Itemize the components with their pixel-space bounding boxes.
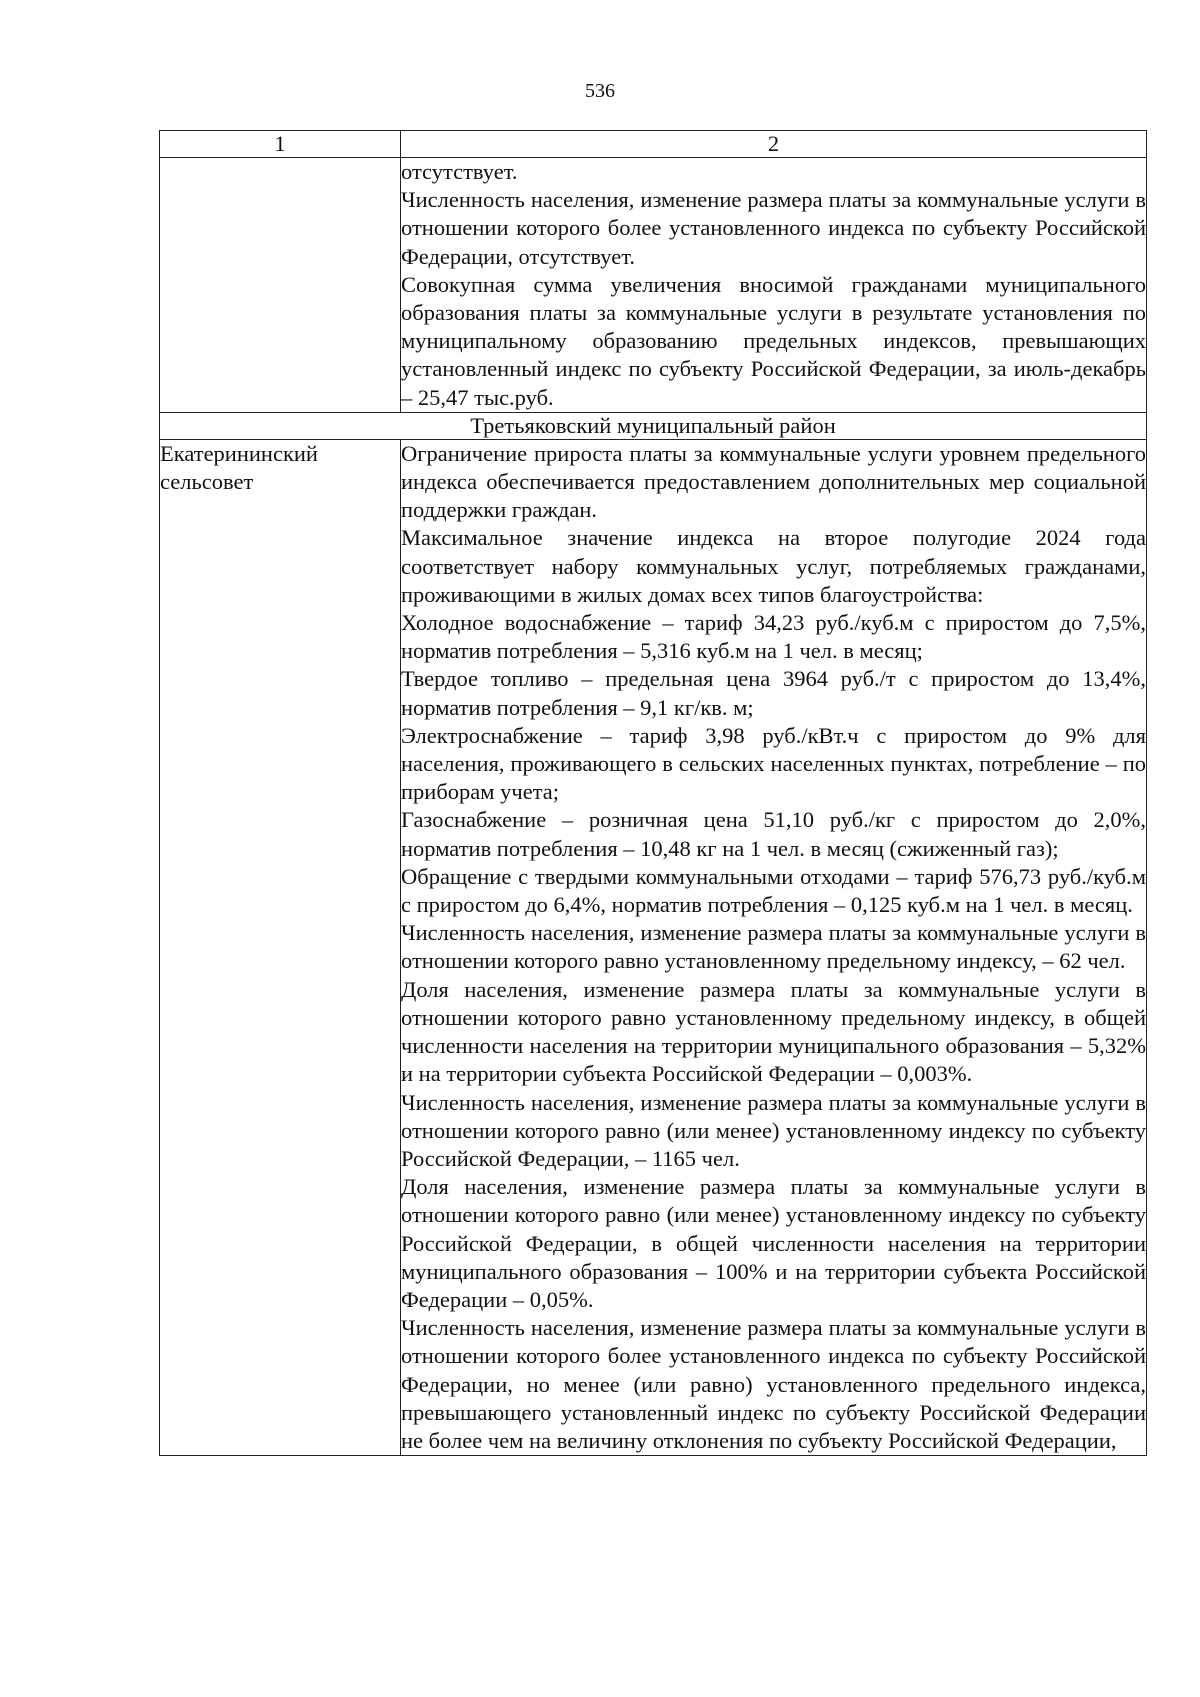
paragraph: Численность населения, изменение размера платы за коммунальные услуги в отношении которого более установленного индекса по субъекту Российской Федерации, отсутствует. [401,187,1146,269]
paragraph: Электроснабжение – тариф 3,98 руб./кВт.ч с приростом до 9% для населения, проживающего в сельских населенных пунктах, потребление – по приборам учета; [401,722,1146,805]
paragraph: Максимальное значение индекса на второе полугодие 2024 года соответствует набору коммунальных услуг, потребляемых гражданами, проживающими в жилых домах всех типов благоустройства: [401,525,1146,607]
column-header-2: 2 [401,131,1147,158]
description-cell [401,439,1147,1455]
municipality-cell: Екатерининский сельсовет [160,439,401,1455]
paragraph: Ограничение прироста платы за коммунальные услуги уровнем предельного индекса обеспечивается предоставлением дополнительных мер социальной поддержки граждан. [401,440,1146,523]
paragraph: отсутствует. [401,159,518,184]
paragraph: Твердое топливо – предельная цена 3964 руб./т с приростом до 13,4%, норматив потребления – 9,1 кг/кв. м; [401,666,1146,720]
description-cell [401,158,1147,413]
section-header-row [160,412,1147,439]
paragraph: Численность населения, изменение размера платы за коммунальные услуги в отношении которого более установленного индекса по субъекту Российской Федерации, но менее (или равно) установленного предельного индекса, превышающего установленный индекс по субъекту Российской Федерации не более чем на величину отклонения по субъекту Российской Федерации, [401,1315,1146,1453]
table-row [160,158,1147,413]
paragraph: Обращение с твердыми коммунальными отходами – тариф 576,73 руб./куб.м с приростом до 6,4%, норматив потребления – 0,125 куб.м на 1 чел. в месяц. [401,863,1146,918]
municipality-cell [160,158,401,413]
table-header-row [160,131,1147,158]
paragraph: Газоснабжение – розничная цена 51,10 руб./кг с приростом до 2,0%, норматив потребления – 10,48 кг на 1 чел. в месяц (сжиженный газ); [401,807,1146,861]
paragraph: Холодное водоснабжение – тариф 34,23 руб./куб.м с приростом до 7,5%, норматив потребления – 5,316 куб.м на 1 чел. в месяц; [401,610,1146,664]
paragraph: Доля населения, изменение размера платы за коммунальные услуги в отношении которого равно установленному предельному индексу, в общей численности населения на территории муниципального образования – 5,32% и на территории субъекта Российской Федерации – 0,003%. [401,976,1146,1087]
table-row [160,439,1147,1455]
column-header-1: 1 [160,131,401,158]
paragraph: Совокупная сумма увеличения вносимой гражданами муниципального образования платы за коммунальные услуги в результате установления по муниципальному образованию предельных индексов, превышающих установленный индекс по субъекту Российской Федерации, за июль-декабрь – 25,47 тыс.руб. [401,271,1146,410]
paragraph: Численность населения, изменение размера платы за коммунальные услуги в отношении которого равно установленному предельному индексу, – 62 чел. [401,920,1146,974]
tariff-table [159,130,1147,1456]
page-number: 536 [585,80,615,102]
paragraph: Численность населения, изменение размера платы за коммунальные услуги в отношении которого равно (или менее) установленному индексу по субъекту Российской Федерации, – 1165 чел. [401,1089,1146,1171]
section-title: Третьяковский муниципальный район [160,412,1147,439]
paragraph: Доля населения, изменение размера платы за коммунальные услуги в отношении которого равно (или менее) установленному индексу по субъекту Российской Федерации, в общей численности населения на территории муниципального образования – 100% и на территории субъекта Российской Федерации – 0,05%. [401,1174,1146,1312]
